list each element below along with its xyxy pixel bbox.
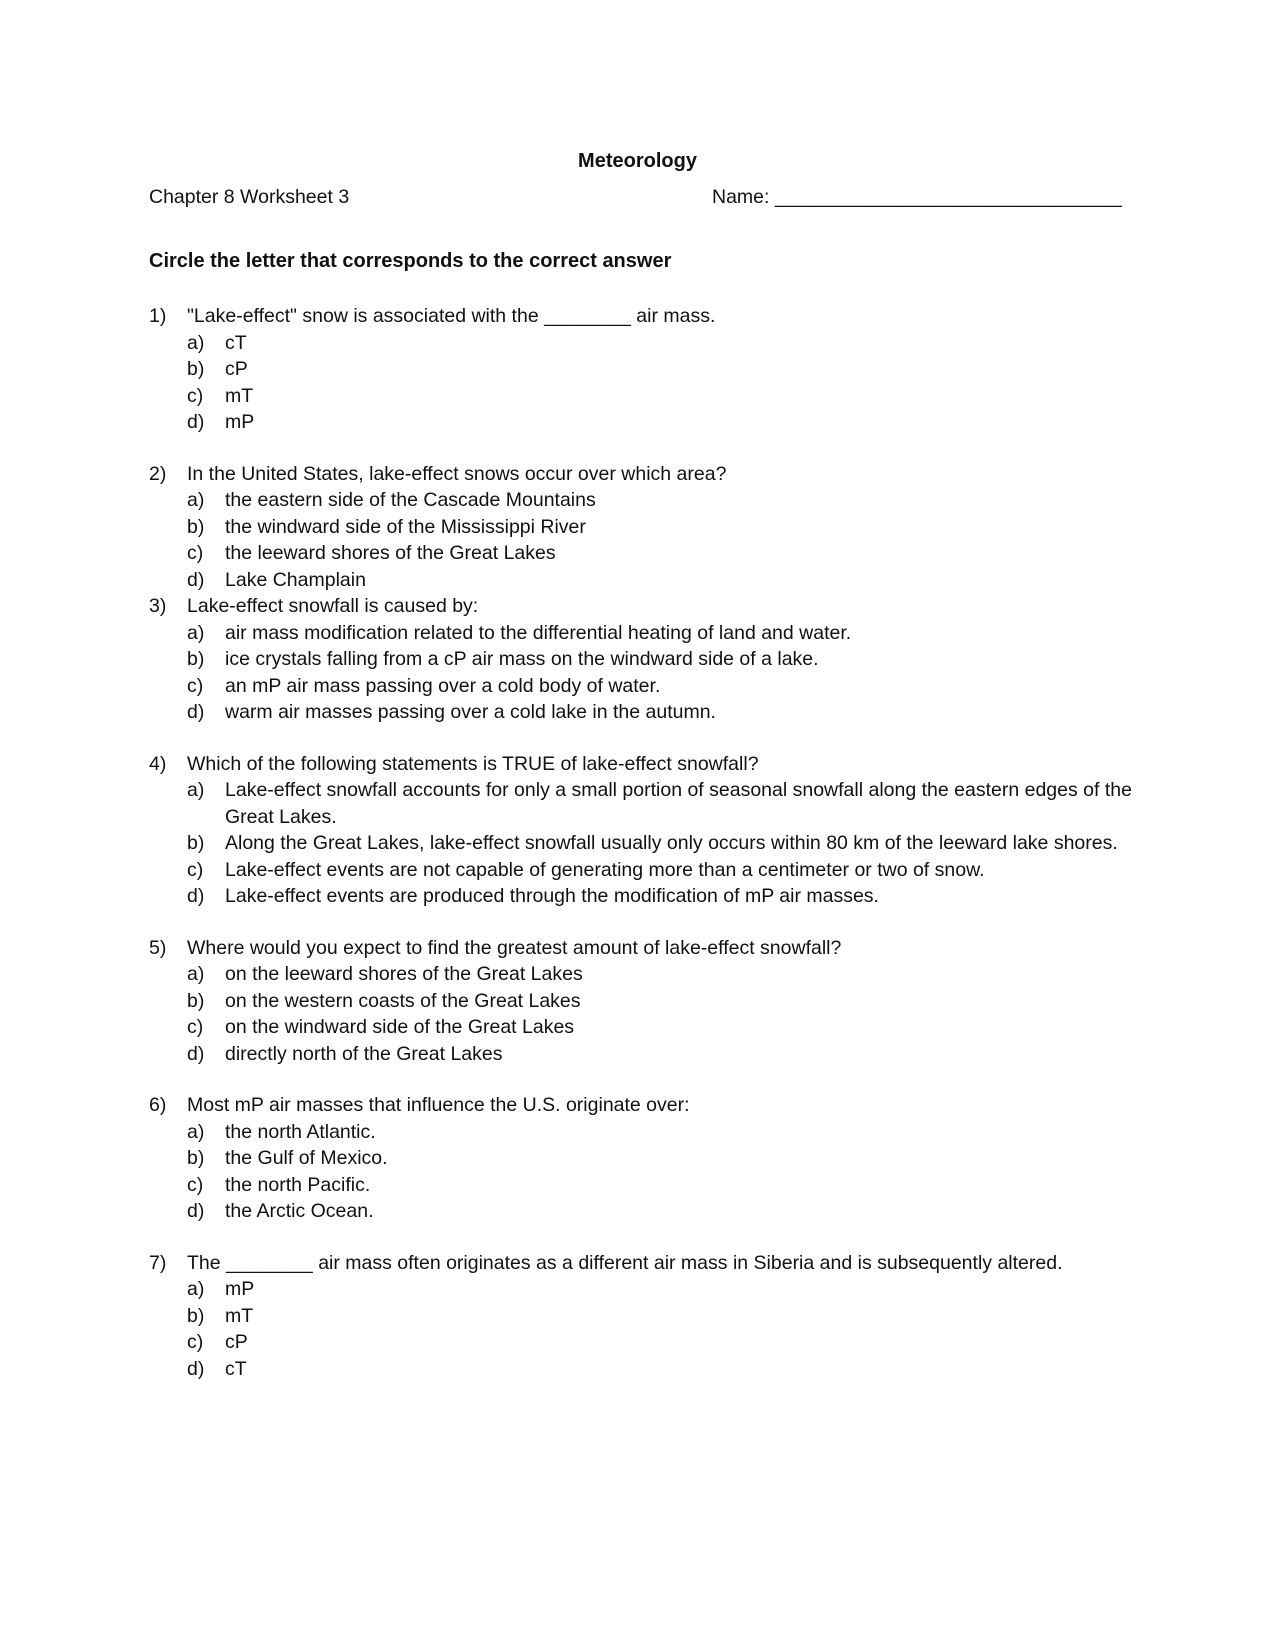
option-text: cP — [225, 358, 248, 380]
option-letter: a) — [187, 1120, 205, 1143]
option-letter: c) — [187, 674, 204, 697]
option-text: Lake-effect events are not capable of generating more than a centimeter or two of snow. — [225, 858, 985, 881]
option-text: cT — [225, 331, 247, 354]
option-letter: c) — [187, 1331, 204, 1353]
question-7 — [149, 1250, 1149, 1383]
question-number: 5) — [149, 936, 167, 959]
question-number: 6) — [149, 1094, 167, 1116]
answer-option[interactable] — [187, 330, 1149, 357]
answer-option[interactable] — [187, 1119, 1149, 1146]
option-text: the eastern side of the Cascade Mountains — [225, 489, 596, 511]
answer-option[interactable] — [187, 487, 1149, 514]
question-text: Lake-effect snowfall is caused by: — [187, 595, 479, 617]
answer-option[interactable] — [187, 1329, 1149, 1356]
option-text: on the windward side of the Great Lakes — [225, 1016, 575, 1038]
answer-option[interactable] — [187, 409, 1149, 436]
answer-option[interactable] — [187, 620, 1149, 647]
option-letter: c) — [187, 1173, 204, 1196]
option-text: the Arctic Ocean. — [225, 1200, 374, 1222]
option-text: Lake Champlain — [225, 568, 366, 591]
question-list — [149, 303, 1149, 1382]
question-3 — [149, 593, 1149, 726]
option-letter: a) — [187, 963, 205, 985]
option-text: Lake-effect events are produced through the modification of mP air masses. — [225, 885, 879, 907]
option-text: the leeward shores of the Great Lakes — [225, 542, 556, 564]
option-text: on the western coasts of the Great Lakes — [225, 989, 581, 1012]
option-letter: b) — [187, 515, 205, 538]
question-text: The ________ air mass often originates as a different air mass in Siberia and is subsequently altered. — [187, 1251, 1063, 1274]
question-number: 7) — [149, 1251, 167, 1274]
question-text: In the United States, lake-effect snows occur over which area? — [187, 462, 727, 485]
answer-option[interactable] — [187, 830, 1149, 857]
option-letter: b) — [187, 989, 205, 1012]
option-letter: c) — [187, 384, 204, 407]
option-letter: a) — [187, 779, 205, 801]
question-number: 3) — [149, 595, 167, 617]
option-letter: a) — [187, 489, 205, 511]
option-letter: d) — [187, 1200, 205, 1222]
option-letter: b) — [187, 832, 205, 854]
question-4 — [149, 751, 1149, 910]
answer-option[interactable] — [187, 777, 1149, 830]
answer-option[interactable] — [187, 567, 1149, 594]
question-number: 4) — [149, 752, 167, 775]
answer-option[interactable] — [187, 857, 1149, 884]
option-text: the north Pacific. — [225, 1173, 371, 1196]
answer-option[interactable] — [187, 1276, 1149, 1303]
answer-option[interactable] — [187, 1172, 1149, 1199]
option-letter: b) — [187, 648, 205, 670]
option-letter: c) — [187, 1016, 204, 1038]
option-letter: b) — [187, 1304, 205, 1327]
question-text: "Lake-effect" snow is associated with the ________ air mass. — [187, 305, 716, 327]
option-text: ice crystals falling from a cP air mass on the windward side of a lake. — [225, 648, 819, 670]
question-number: 2) — [149, 462, 167, 485]
question-text: Which of the following statements is TRUE of lake-effect snowfall? — [187, 752, 759, 775]
option-text: cP — [225, 1331, 248, 1353]
option-text: on the leeward shores of the Great Lakes — [225, 963, 583, 985]
question-1 — [149, 303, 1149, 436]
option-letter: d) — [187, 411, 205, 433]
answer-option[interactable] — [187, 1041, 1149, 1068]
option-text: mT — [225, 1304, 254, 1327]
option-letter: d) — [187, 701, 205, 723]
option-letter: d) — [187, 1357, 205, 1380]
option-letter: d) — [187, 1042, 205, 1065]
option-text: mP — [225, 411, 255, 433]
answer-option[interactable] — [187, 356, 1149, 383]
answer-option[interactable] — [187, 383, 1149, 410]
answer-option[interactable] — [187, 961, 1149, 988]
answer-option[interactable] — [187, 988, 1149, 1015]
answer-option[interactable] — [187, 883, 1149, 910]
option-text: Along the Great Lakes, lake-effect snowfall usually only occurs within 80 km of the leeward lake shores. — [225, 832, 1118, 854]
option-letter: b) — [187, 1147, 205, 1169]
option-letter: d) — [187, 568, 205, 591]
instructions: Circle the letter that corresponds to the correct answer — [149, 250, 672, 272]
answer-option[interactable] — [187, 1198, 1149, 1225]
option-text: air mass modification related to the differential heating of land and water. — [225, 621, 852, 644]
answer-option[interactable] — [187, 1356, 1149, 1383]
option-text: Lake-effect snowfall accounts for only a small portion of seasonal snowfall along the eastern edges of the Great Lakes. — [225, 779, 1132, 828]
question-2 — [149, 461, 1149, 594]
option-text: cT — [225, 1357, 247, 1380]
option-text: warm air masses passing over a cold lake in the autumn. — [225, 701, 716, 723]
option-letter: d) — [187, 885, 205, 907]
answer-option[interactable] — [187, 673, 1149, 700]
question-text: Where would you expect to find the greatest amount of lake-effect snowfall? — [187, 936, 842, 959]
option-text: directly north of the Great Lakes — [225, 1042, 503, 1065]
option-text: mT — [225, 384, 254, 407]
question-text: Most mP air masses that influence the U.S. originate over: — [187, 1094, 690, 1116]
option-text: the Gulf of Mexico. — [225, 1147, 388, 1169]
option-text: the north Atlantic. — [225, 1120, 376, 1143]
page-title: Meteorology — [578, 150, 697, 172]
option-text: mP — [225, 1278, 255, 1300]
option-letter: a) — [187, 621, 205, 644]
question-number: 1) — [149, 305, 167, 327]
answer-option[interactable] — [187, 514, 1149, 541]
option-letter: b) — [187, 358, 205, 380]
answer-option[interactable] — [187, 540, 1149, 567]
option-letter: c) — [187, 858, 204, 881]
answer-option[interactable] — [187, 1145, 1149, 1172]
name-field: Name: ________________________________ — [712, 186, 1122, 208]
answer-option[interactable] — [187, 1303, 1149, 1330]
question-5 — [149, 935, 1149, 1068]
answer-option[interactable] — [187, 646, 1149, 673]
option-text: an mP air mass passing over a cold body of water. — [225, 674, 661, 697]
option-text: the windward side of the Mississippi River — [225, 515, 586, 538]
option-letter: c) — [187, 542, 204, 564]
question-6 — [149, 1092, 1149, 1225]
worksheet-subtitle: Chapter 8 Worksheet 3 — [149, 186, 350, 208]
option-letter: a) — [187, 331, 205, 354]
answer-option[interactable] — [187, 1014, 1149, 1041]
answer-option[interactable] — [187, 699, 1149, 726]
option-letter: a) — [187, 1278, 205, 1300]
